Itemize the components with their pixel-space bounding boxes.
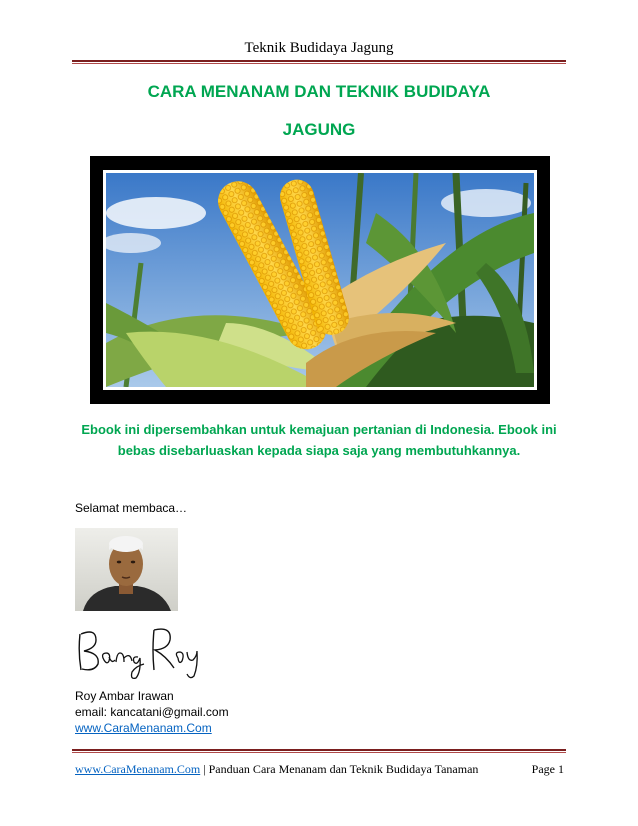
footer-rule-thin bbox=[72, 752, 566, 753]
author-email: email: kancatani@gmail.com bbox=[75, 705, 229, 719]
dedication-line1: Ebook ini dipersembahkan untuk kemajuan pertanian di Indonesia. Ebook ini bbox=[81, 422, 557, 437]
author-portrait bbox=[75, 528, 178, 611]
footer-separator: | bbox=[200, 762, 209, 776]
document-title-line1: CARA MENANAM DAN TEKNIK BUDIDAYA bbox=[147, 82, 491, 101]
page-number: Page 1 bbox=[531, 762, 564, 776]
header-rule-thin bbox=[72, 63, 566, 64]
header-rule bbox=[72, 60, 566, 62]
author-website-link[interactable]: www.CaraMenanam.Com bbox=[75, 721, 212, 735]
footer-text: Panduan Cara Menanam dan Teknik Budidaya Tanaman bbox=[208, 762, 479, 776]
footer-website-link[interactable]: www.CaraMenanam.Com bbox=[75, 762, 201, 776]
author-name: Roy Ambar Irawan bbox=[75, 689, 174, 703]
footer-rule bbox=[72, 749, 566, 751]
document-title-line2: JAGUNG bbox=[282, 120, 356, 139]
dedication-line2: bebas disebarluaskan kepada siapa saja yang membutuhkannya. bbox=[117, 443, 521, 458]
author-signature bbox=[74, 620, 204, 680]
header-title: Teknik Budidaya Jagung bbox=[244, 40, 394, 56]
corn-photo bbox=[103, 170, 537, 390]
greeting: Selamat membaca… bbox=[75, 501, 188, 515]
page-footer bbox=[75, 762, 566, 777]
